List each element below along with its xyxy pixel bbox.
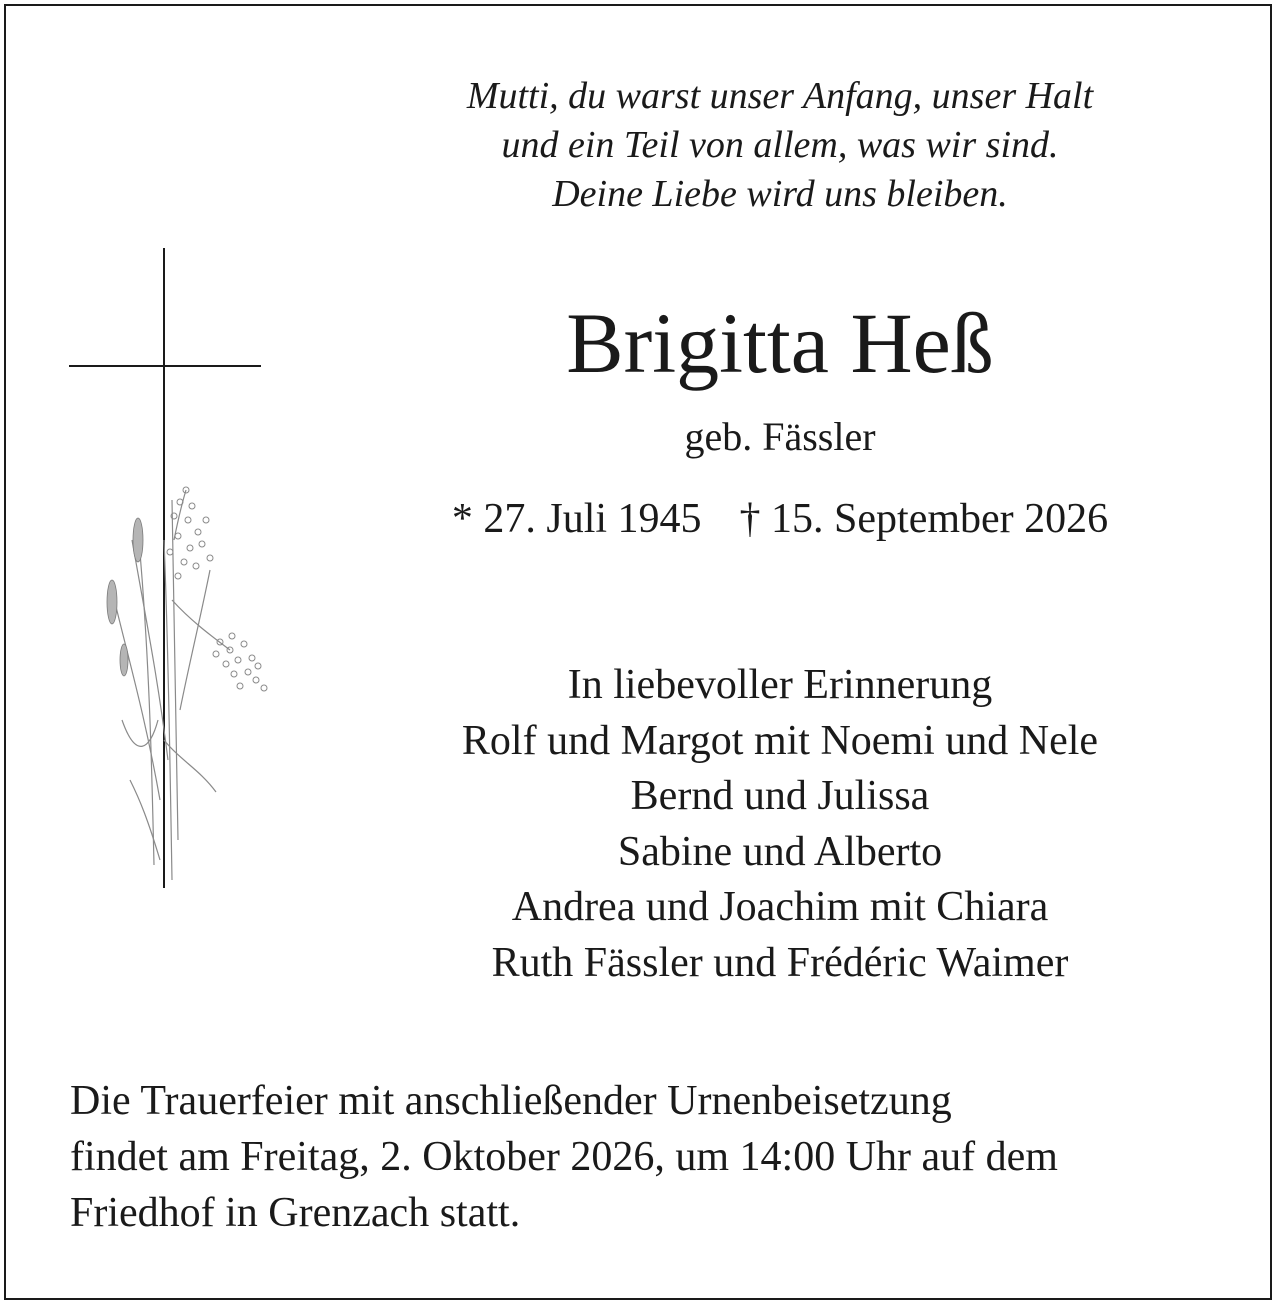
mourners-line: Andrea und Joachim mit Chiara (511, 884, 1049, 930)
mourners-list (380, 658, 1180, 991)
motto (380, 72, 1180, 219)
birth-date: * 27. Juli 1945 (451, 496, 702, 542)
maiden-name: geb. Fässler (684, 414, 876, 459)
notice-line: Friedhof in Grenzach statt. (70, 1190, 521, 1236)
cross-with-grasses-icon (60, 240, 290, 900)
deceased-name: Brigitta Heß (566, 295, 994, 391)
funeral-notice (70, 1073, 1250, 1241)
motto-line: Mutti, du warst unser Anfang, unser Halt (466, 75, 1094, 117)
mourners-line: Bernd und Julissa (630, 773, 930, 819)
mourners-line: Rolf und Margot mit Noemi und Nele (461, 717, 1099, 764)
motto-line: Deine Liebe wird uns bleiben. (552, 173, 1008, 215)
notice-line: Die Trauerfeier mit anschließender Urnenbeisetzung (70, 1078, 952, 1124)
mourners-line: In liebevoller Erinnerung (567, 662, 993, 708)
motto-line: und ein Teil von allem, was wir sind. (501, 124, 1059, 166)
notice-line: findet am Freitag, 2. Oktober 2026, um 14:00 Uhr auf dem (70, 1134, 1058, 1180)
mourners-line: Sabine und Alberto (617, 828, 943, 875)
life-dates (380, 493, 1180, 545)
death-date: † 15. September 2026 (739, 496, 1109, 542)
mourners-line: Ruth Fässler und Frédéric Waimer (491, 939, 1069, 986)
